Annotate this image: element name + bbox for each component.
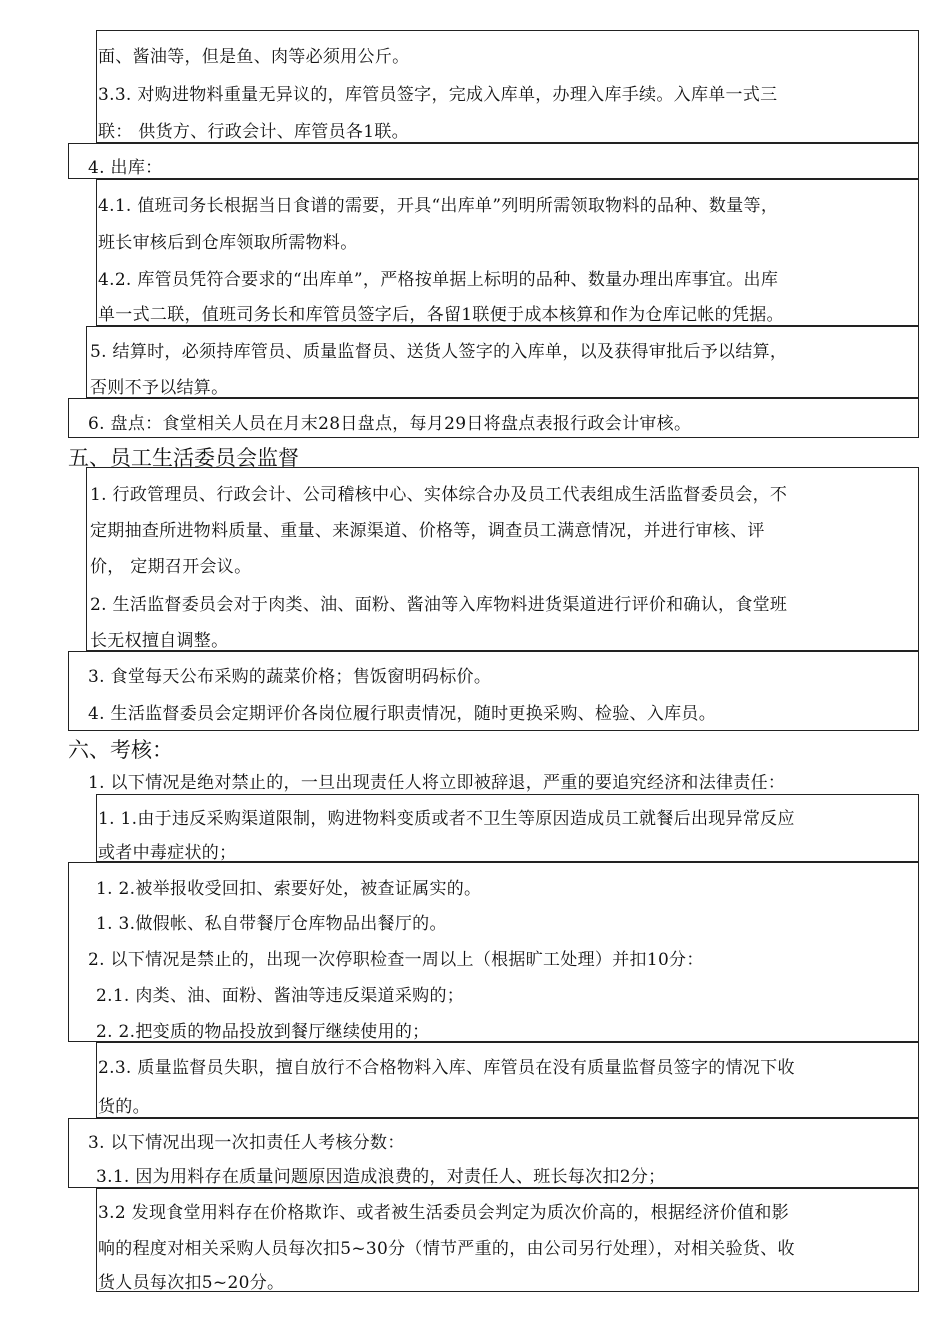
text-line: 3.3. 对购进物料重量无异议的，库管员签字，完成入库单，办理入库手续。入库单一式三 [98,85,778,105]
text-line: 3. 食堂每天公布采购的蔬菜价格；售饭窗明码标价。 [88,667,492,687]
section-heading: 五、员工生活委员会监督 [68,446,299,470]
text-line: 货人员每次扣5~20分。 [98,1273,285,1293]
text-line: 1. 以下情况是绝对禁止的，一旦出现责任人将立即被辞退，严重的要追究经济和法律责任： [88,773,786,793]
text-line: 定期抽查所进物料质量、重量、来源渠道、价格等，调查员工满意情况，并进行审核、评 [90,521,765,541]
text-line: 价， 定期召开会议。 [90,557,252,577]
text-line: 1. 3.做假帐、私自带餐厅仓库物品出餐厅的。 [96,914,447,934]
text-line: 长无权擅自调整。 [90,631,229,651]
text-line: 2.1. 肉类、油、面粉、酱油等违反渠道采购的； [96,986,465,1006]
text-line: 4.2. 库管员凭符合要求的“出库单”，严格按单据上标明的品种、数量办理出库事宜。出库 [98,270,779,290]
text-line: 2. 2.把变质的物品投放到餐厅继续使用的； [96,1022,430,1042]
text-line: 班长审核后到仓库领取所需物料。 [98,233,358,253]
text-line: 或者中毒症状的； [98,843,237,863]
text-line: 响的程度对相关采购人员每次扣5~30分（情节严重的，由公司另行处理），对相关验货、收 [98,1239,795,1259]
text-line: 1. 行政管理员、行政会计、公司稽核中心、实体综合办及员工代表组成生活监督委员会，不 [90,485,788,505]
text-line: 4. 出库： [88,158,163,178]
text-line: 2. 生活监督委员会对于肉类、油、面粉、酱油等入库物料进货渠道进行评价和确认，食堂班 [90,595,788,615]
text-line: 6. 盘点：食堂相关人员在月末28日盘点，每月29日将盘点表报行政会计审核。 [88,414,692,434]
text-line: 3. 以下情况出现一次扣责任人考核分数： [88,1133,405,1153]
text-line: 面、酱油等，但是鱼、肉等必须用公斤。 [98,47,410,67]
text-line: 否则不予以结算。 [90,378,229,398]
text-line: 联： 供货方、行政会计、库管员各1联。 [98,122,409,142]
text-line: 1. 1.由于违反采购渠道限制，购进物料变质或者不卫生等原因造成员工就餐后出现异常反应 [98,809,795,829]
text-line: 1. 2.被举报收受回扣、索要好处，被查证属实的。 [96,879,482,899]
section-box [68,143,919,179]
text-line: 3.2 发现食堂用料存在价格欺诈、或者被生活委员会判定为质次价高的，根据经济价值和影 [98,1203,790,1223]
text-line: 4.1. 值班司务长根据当日食谱的需要，开具“出库单”列明所需领取物料的品种、数量等， [98,196,779,216]
section-heading: 六、考核： [68,738,173,762]
text-line: 4. 生活监督委员会定期评价各岗位履行职责情况，随时更换采购、检验、入库员。 [88,704,717,724]
text-line: 5. 结算时，必须持库管员、质量监督员、送货人签字的入库单，以及获得审批后予以结算， [90,342,788,362]
text-line: 货的。 [98,1097,150,1117]
text-line: 3.1. 因为用料存在质量问题原因造成浪费的，对责任人、班长每次扣2分； [96,1167,666,1187]
text-line: 单一式二联，值班司务长和库管员签字后，各留1联便于成本核算和作为仓库记帐的凭据。 [98,305,784,325]
text-line: 2.3. 质量监督员失职，擅自放行不合格物料入库、库管员在没有质量监督员签字的情况下收 [98,1058,795,1078]
text-line: 2. 以下情况是禁止的，出现一次停职检查一周以上（根据旷工处理）并扣10分： [88,950,704,970]
